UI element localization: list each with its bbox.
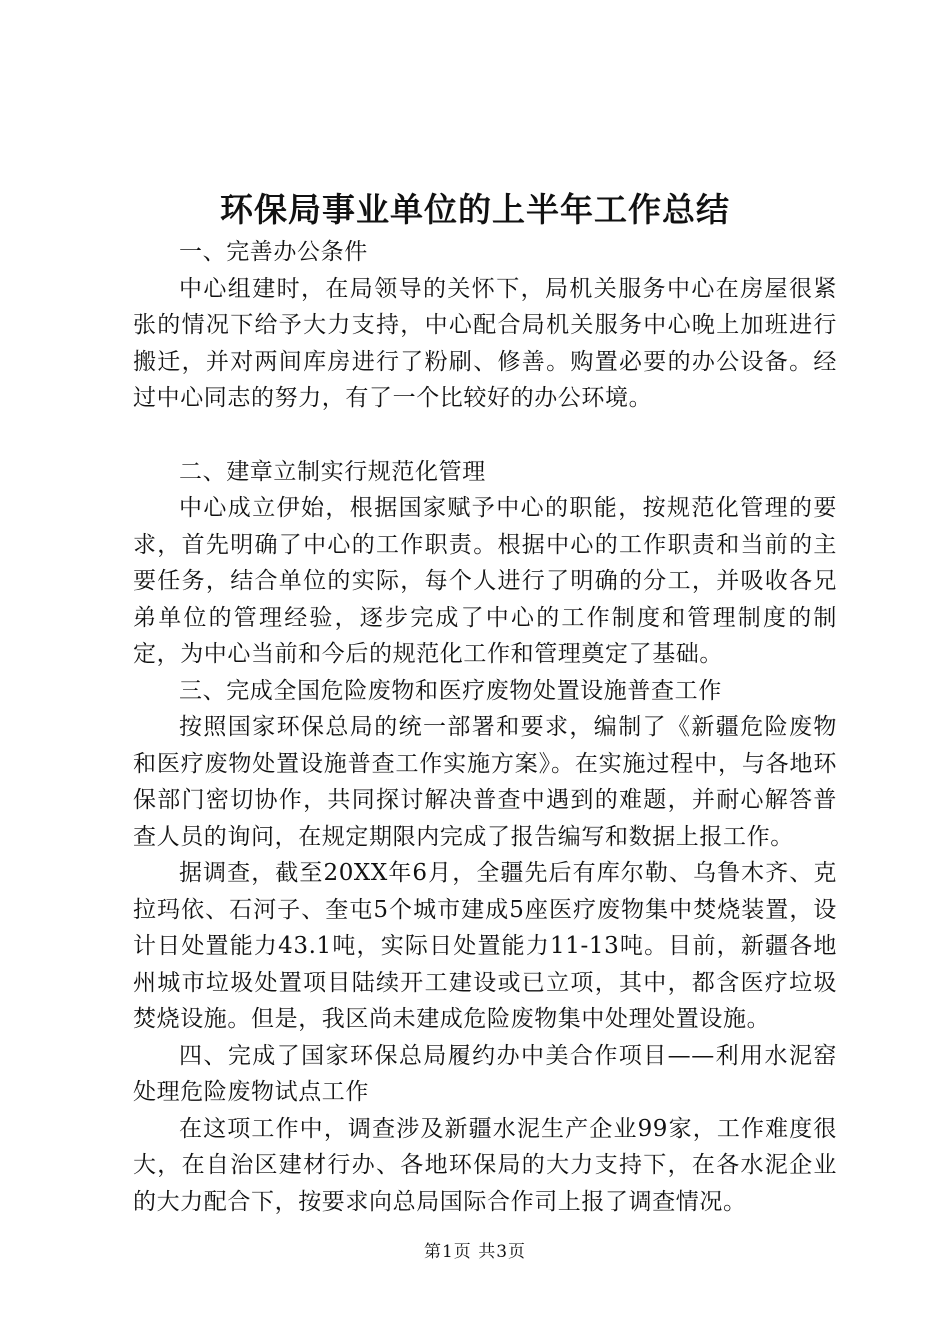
document-title: 环保局事业单位的上半年工作总结 [220,190,730,229]
section-paragraph-3a: 按照国家环保总局的统一部署和要求，编制了《新疆危险废物和医疗废物处置设施普查工作实施方案》。在实施过程中，与各地环保部门密切协作，共同探讨解决普查中遇到的难题，并耐心解答普查人员的询问，在规定期限内完成了报告编写和数据上报工作。 [133,714,837,850]
page-footer: 第1页 共3页 [423,1242,527,1262]
section-paragraph-4: 在这项工作中，调查涉及新疆水泥生产企业99家，工作难度很大，在自治区建材行办、各地环保局的大力支持下，在各水泥企业的大力配合下，按要求向总局国际合作司上报了调查情况。 [133,1115,837,1215]
section-paragraph-1: 中心组建时，在局领导的关怀下，局机关服务中心在房屋很紧张的情况下给予大力支持，中心配合局机关服务中心晚上加班进行搬迁，并对两间库房进行了粉刷、修善。购置必要的办公设备。经过中心同志的努力，有了一个比较好的办公环境。 [133,275,837,411]
section-heading-3: 三、完成全国危险废物和医疗废物处置设施普查工作 [179,677,722,704]
section-heading-2: 二、建章立制实行规范化管理 [179,458,486,485]
section-paragraph-2: 中心成立伊始，根据国家赋予中心的职能，按规范化管理的要求，首先明确了中心的工作职责。根据中心的工作职责和当前的主要任务，结合单位的实际，每个人进行了明确的分工，并吸收各兄弟单位的管理经验，逐步完成了中心的工作制度和管理制度的制定，为中心当前和今后的规范化工作和管理奠定了基础。 [133,495,837,667]
document-body [133,234,837,1220]
section-paragraph-3b: 据调查，截至20XX年6月，全疆先后有库尔勒、乌鲁木齐、克拉玛依、石河子、奎屯5个城市建成5座医疗废物集中焚烧装置，设计日处置能力43.1吨，实际日处置能力11-13吨。目前，新疆各地州城市垃圾处置项目陆续开工建设或已立项，其中，都含医疗垃圾焚烧设施。但是，我区尚未建成危险废物集中处理处置设施。 [133,860,837,1032]
section-heading-1: 一、完善办公条件 [179,239,368,265]
section-heading-4: 四、完成了国家环保总局履约办中美合作项目——利用水泥窑处理危险废物试点工作 [133,1042,837,1105]
